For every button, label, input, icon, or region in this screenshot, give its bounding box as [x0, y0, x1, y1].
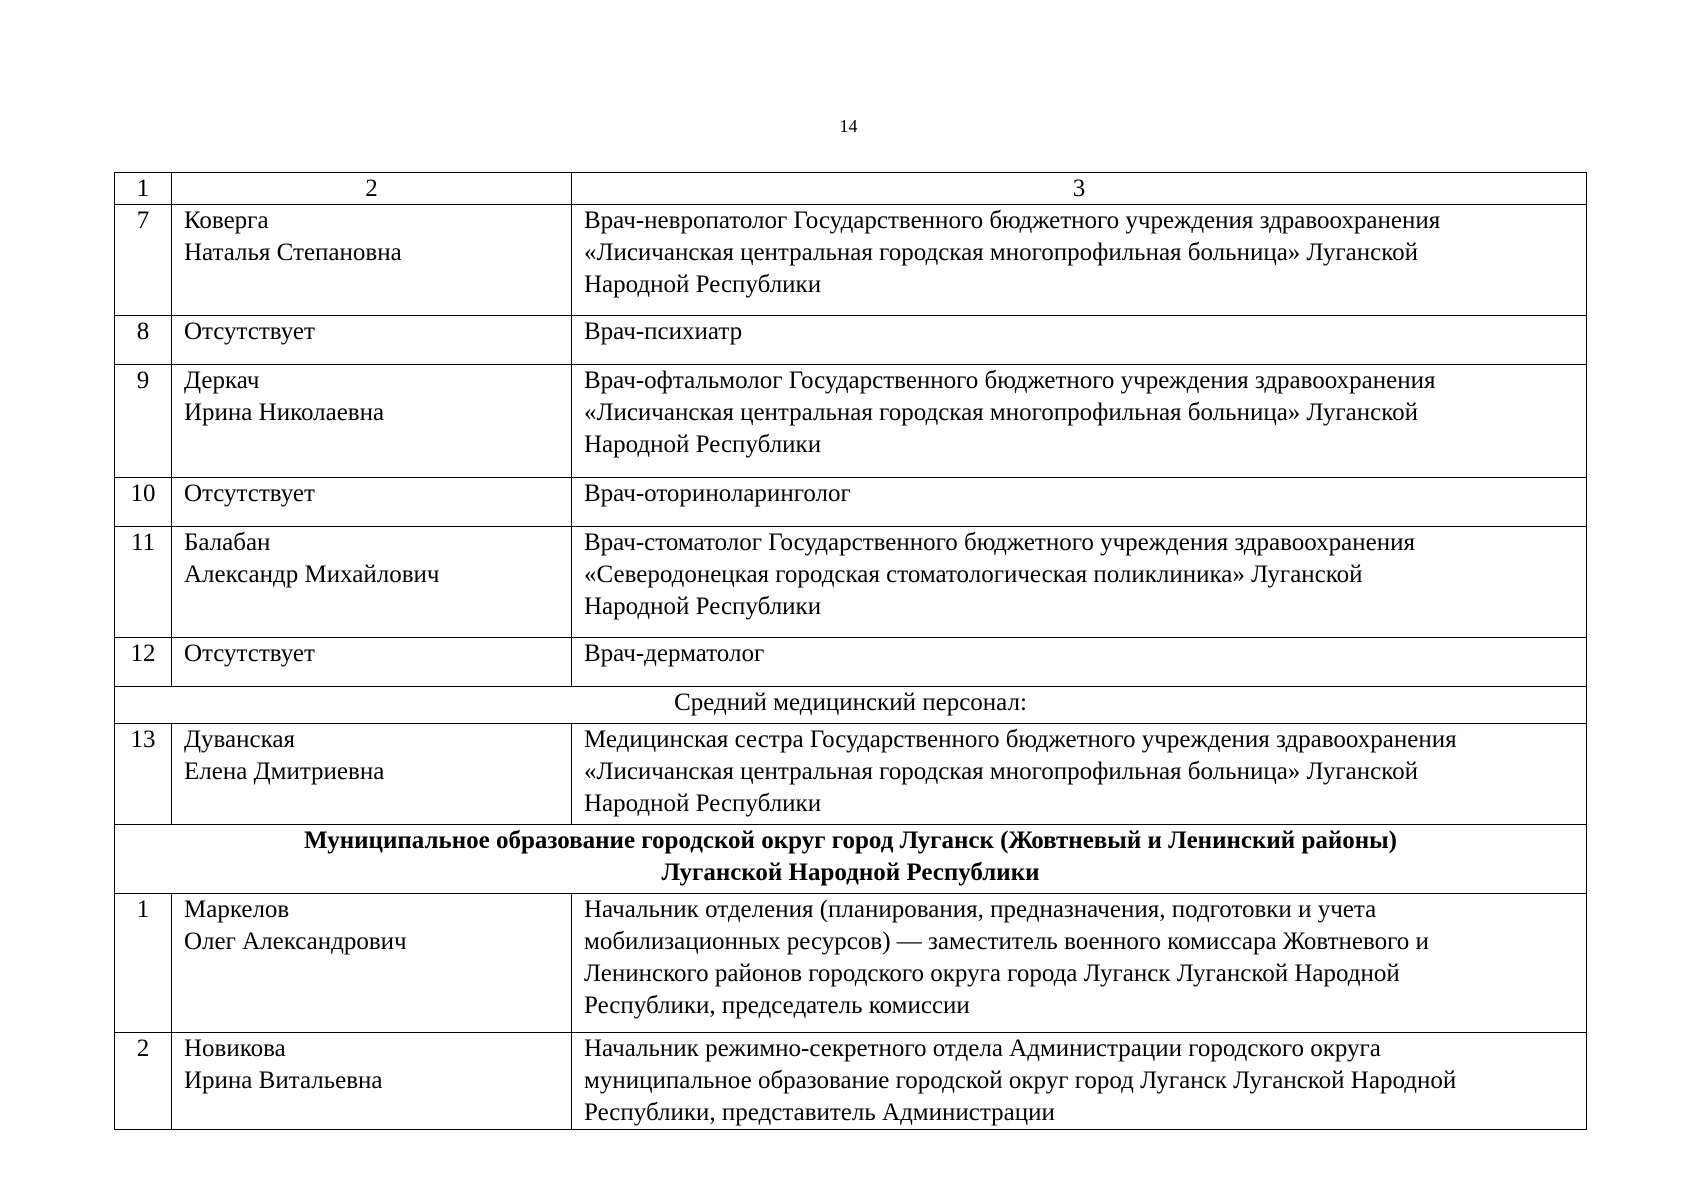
- description-line: Начальник отделения (планирования, предназначения, подготовки и учета: [584, 896, 1377, 923]
- group-nurses: [115, 724, 1587, 825]
- position-description: [572, 527, 1587, 638]
- description-line: Ленинского районов городского округа города Луганск Луганской Народной: [584, 960, 1400, 987]
- name-line: Олег Александрович: [184, 928, 407, 955]
- column-header: 2: [172, 173, 572, 205]
- description-line: Народной Республики: [584, 271, 822, 298]
- name-line: Наталья Степановна: [184, 239, 402, 266]
- row-number: 7: [115, 205, 172, 316]
- description-line: муниципальное образование городской округ город Луганск Луганской Народной: [584, 1067, 1457, 1094]
- name-line: Балабан: [184, 529, 271, 556]
- name-line: Новикова: [184, 1035, 286, 1062]
- row-number: 11: [115, 527, 172, 638]
- column-header: 1: [115, 173, 172, 205]
- description-line: «Лисичанская центральная городская многопрофильная больница» Луганской: [584, 399, 1418, 426]
- table-row: [115, 638, 1587, 687]
- description-line: Врач-невропатолог Государственного бюджетного учреждения здравоохранения: [584, 207, 1441, 234]
- table-row: [115, 724, 1587, 825]
- name-line: Коверга: [184, 207, 269, 234]
- table-header-row: [115, 173, 1587, 205]
- person-name: [172, 527, 572, 638]
- person-name: [172, 1033, 572, 1130]
- description-line: «Северодонецкая городская стоматологическая поликлиника» Луганской: [584, 561, 1363, 588]
- row-number: 1: [115, 894, 172, 1033]
- section-row: [115, 825, 1587, 894]
- row-number: 9: [115, 365, 172, 478]
- section-title-line: Муниципальное образование городской округ город Луганск (Жовтневый и Ленинский районы): [303, 827, 1398, 854]
- description-line: Врач-офтальмолог Государственного бюджетного учреждения здравоохранения: [584, 367, 1436, 394]
- position-description: [572, 478, 1587, 527]
- section-title-nurses: Средний медицинский персонал:: [115, 687, 1587, 724]
- description-line: Врач-оториноларинголог: [584, 480, 851, 507]
- name-line: Отсутствует: [184, 480, 315, 507]
- table-row: [115, 205, 1587, 316]
- person-name: [172, 365, 572, 478]
- name-line: Деркач: [184, 367, 260, 394]
- name-line: Александр Михайлович: [184, 561, 440, 588]
- section-row: [115, 687, 1587, 724]
- description-line: Народной Республики: [584, 593, 822, 620]
- commission-table: [114, 172, 1587, 1130]
- person-name: [172, 316, 572, 365]
- column-header: 3: [572, 173, 1587, 205]
- row-number: 12: [115, 638, 172, 687]
- person-name: [172, 894, 572, 1033]
- table-row: [115, 365, 1587, 478]
- person-name: [172, 478, 572, 527]
- description-line: «Лисичанская центральная городская многопрофильная больница» Луганской: [584, 239, 1418, 266]
- table-row: [115, 1033, 1587, 1130]
- row-number: 8: [115, 316, 172, 365]
- description-line: Народной Республики: [584, 790, 822, 817]
- section-title-line: Луганской Народной Республики: [661, 859, 1040, 886]
- position-description: [572, 638, 1587, 687]
- name-line: Отсутствует: [184, 640, 315, 667]
- name-line: Ирина Витальевна: [184, 1067, 383, 1094]
- page-number: 14: [839, 116, 858, 136]
- position-description: [572, 724, 1587, 825]
- group-municipal: [115, 894, 1587, 1130]
- row-number: 2: [115, 1033, 172, 1130]
- description-line: Врач-стоматолог Государственного бюджетного учреждения здравоохранения: [584, 529, 1415, 556]
- position-description: [572, 205, 1587, 316]
- description-line: Медицинская сестра Государственного бюджетного учреждения здравоохранения: [584, 726, 1457, 753]
- position-description: [572, 894, 1587, 1033]
- position-description: [572, 1033, 1587, 1130]
- name-line: Ирина Николаевна: [184, 399, 385, 426]
- row-number: 13: [115, 724, 172, 825]
- person-name: [172, 638, 572, 687]
- name-line: Дуванская: [184, 726, 295, 753]
- description-line: Республики, председатель комиссии: [584, 992, 970, 1019]
- description-line: мобилизационных ресурсов) — заместитель военного комиссара Жовтневого и: [584, 928, 1429, 955]
- position-description: [572, 365, 1587, 478]
- table-row: [115, 478, 1587, 527]
- person-name: [172, 205, 572, 316]
- table-row: [115, 316, 1587, 365]
- description-line: Начальник режимно-секретного отдела Администрации городского округа: [584, 1035, 1381, 1062]
- table-row: [115, 894, 1587, 1033]
- description-line: Республики, представитель Администрации: [584, 1099, 1055, 1126]
- position-description: [572, 316, 1587, 365]
- description-line: Врач-психиатр: [584, 318, 743, 345]
- row-number: 10: [115, 478, 172, 527]
- name-line: Елена Дмитриевна: [184, 758, 385, 785]
- description-line: Врач-дерматолог: [584, 640, 765, 667]
- group-doctors: [115, 205, 1587, 687]
- description-line: «Лисичанская центральная городская многопрофильная больница» Луганской: [584, 758, 1418, 785]
- section-title-municipal: [115, 825, 1587, 894]
- name-line: Маркелов: [184, 896, 290, 923]
- description-line: Народной Республики: [584, 431, 822, 458]
- name-line: Отсутствует: [184, 318, 315, 345]
- table-row: [115, 527, 1587, 638]
- person-name: [172, 724, 572, 825]
